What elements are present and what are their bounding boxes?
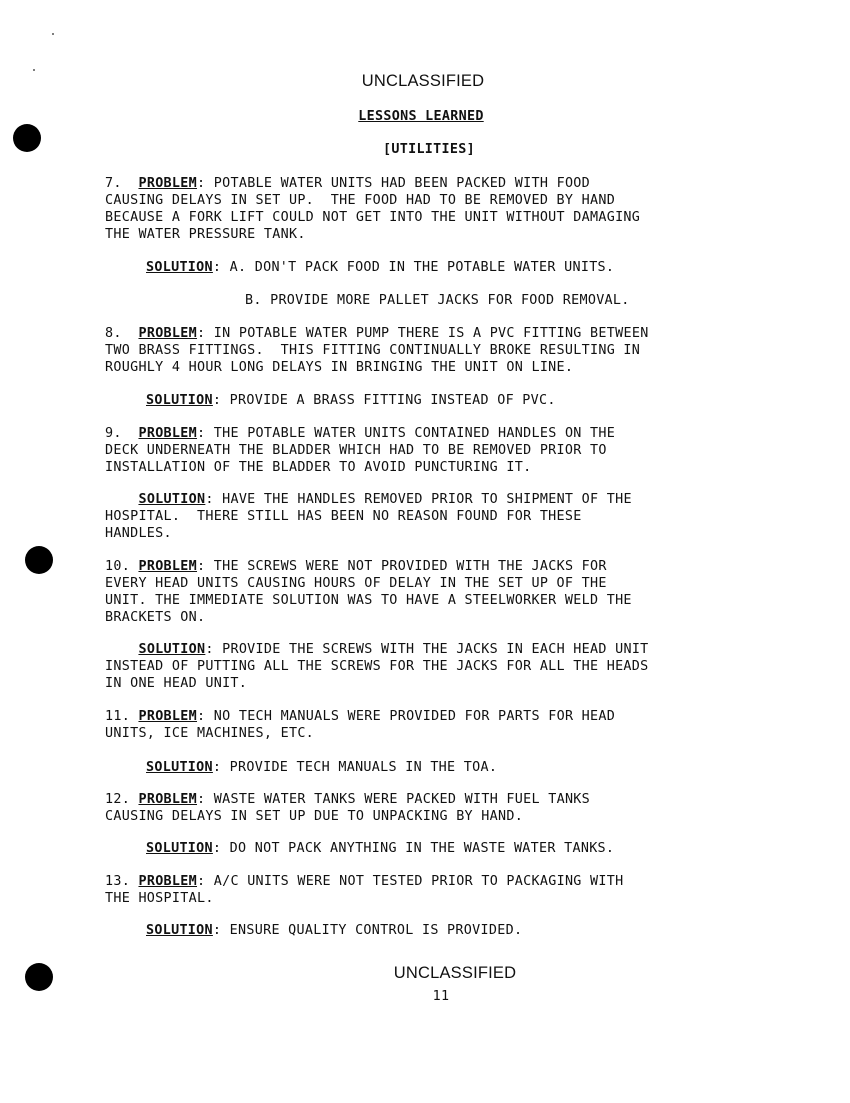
problem-text-line: THE POTABLE WATER UNITS CONTAINED HANDLES ON THE [213, 426, 616, 441]
item-number: 12. [105, 792, 131, 807]
solution-text-line: ENSURE QUALITY CONTROL IS PROVIDED. [229, 923, 523, 938]
solution-text-line: A. DON'T PACK FOOD IN THE POTABLE WATER UNITS. [229, 260, 615, 275]
solution-label: SOLUTION [146, 841, 213, 856]
problem-text-line: WASTE WATER TANKS WERE PACKED WITH FUEL TANKS [213, 792, 591, 807]
solution-item-10: SOLUTION: PROVIDE THE SCREWS WITH THE JACKS IN EACH HEAD UNIT INSTEAD OF PUTTING ALL THE SCREWS FOR THE JACKS FOR ALL THE HEADS IN ONE HEAD UNIT. [105, 642, 649, 691]
solution-label: SOLUTION [146, 923, 213, 938]
problem-text-line: THE WATER PRESSURE TANK. [105, 227, 306, 242]
solution-item-7-b [245, 292, 850, 309]
problem-text-line: IN POTABLE WATER PUMP THERE IS A PVC FITTING BETWEEN [213, 326, 649, 341]
problem-item-13: 13. PROBLEM: A/C UNITS WERE NOT TESTED PRIOR TO PACKAGING WITH THE HOSPITAL. [105, 874, 624, 906]
solution-item-13: SOLUTION: ENSURE QUALITY CONTROL IS PROVIDED. [146, 923, 523, 938]
solution-text-line: HOSPITAL. THERE STILL HAS BEEN NO REASON FOUND FOR THESE [105, 509, 582, 524]
problem-item-8: 8. PROBLEM: IN POTABLE WATER PUMP THERE IS A PVC FITTING BETWEEN TWO BRASS FITTINGS. THIS FITTING CONTINUALLY BROKE RESULTING IN ROUGHLY 4 HOUR LONG DELAYS IN BRINGING THE UNIT ON LINE. [105, 326, 649, 375]
punch-hole-middle [25, 546, 53, 574]
scan-speck [52, 33, 54, 35]
problem-item-11: 11. PROBLEM: NO TECH MANUALS WERE PROVIDED FOR PARTS FOR HEAD UNITS, ICE MACHINES, ETC. [105, 709, 616, 741]
scan-speck [33, 69, 35, 71]
item-number: 13. [105, 874, 131, 889]
problem-label: PROBLEM [138, 792, 198, 807]
problem-text-line: UNIT. THE IMMEDIATE SOLUTION WAS TO HAVE A STEELWORKER WELD THE [105, 593, 632, 608]
problem-text-line: POTABLE WATER UNITS HAD BEEN PACKED WITH FOOD [213, 176, 591, 191]
problem-text-line: EVERY HEAD UNITS CAUSING HOURS OF DELAY IN THE SET UP OF THE [105, 576, 607, 591]
page-subtitle: [UTILITIES] [383, 142, 475, 157]
item-number: 8. [105, 326, 122, 341]
solution-item-8: SOLUTION: PROVIDE A BRASS FITTING INSTEAD OF PVC. [146, 393, 556, 408]
problem-label: PROBLEM [138, 176, 198, 191]
item-number: 9. [105, 426, 122, 441]
solution-item-11: SOLUTION: PROVIDE TECH MANUALS IN THE TOA. [146, 760, 498, 775]
problem-text-line: TWO BRASS FITTINGS. THIS FITTING CONTINUALLY BROKE RESULTING IN [105, 343, 641, 358]
solution-text-line: PROVIDE A BRASS FITTING INSTEAD OF PVC. [229, 393, 556, 408]
problem-label: PROBLEM [138, 326, 198, 341]
solution-label: SOLUTION [146, 260, 213, 275]
solution-label: SOLUTION [146, 760, 213, 775]
problem-item-9: 9. PROBLEM: THE POTABLE WATER UNITS CONTAINED HANDLES ON THE DECK UNDERNEATH THE BLADDER WHICH HAD TO BE REMOVED PRIOR TO INSTALLATION OF THE BLADDER TO AVOID PUNCTURING IT. [105, 426, 616, 475]
problem-item-12: 12. PROBLEM: WASTE WATER TANKS WERE PACKED WITH FUEL TANKS CAUSING DELAYS IN SET UP DUE TO UNPACKING BY HAND. [105, 792, 591, 824]
solution-label: SOLUTION [138, 642, 206, 657]
problem-text-line: UNITS, ICE MACHINES, ETC. [105, 726, 315, 741]
problem-label: PROBLEM [138, 874, 198, 889]
solution-item-9: SOLUTION: HAVE THE HANDLES REMOVED PRIOR TO SHIPMENT OF THE HOSPITAL. THERE STILL HAS BEEN NO REASON FOUND FOR THESE HANDLES. [105, 492, 632, 541]
solution-text-line: IN ONE HEAD UNIT. [105, 676, 248, 691]
solution-text-line: B. PROVIDE MORE PALLET JACKS FOR FOOD REMOVAL. [245, 293, 630, 308]
problem-label: PROBLEM [138, 709, 198, 724]
item-number: 7. [105, 176, 122, 191]
solution-label: SOLUTION [138, 492, 206, 507]
item-number: 10. [105, 559, 131, 574]
problem-text-line: CAUSING DELAYS IN SET UP DUE TO UNPACKING BY HAND. [105, 809, 524, 824]
solution-text-line: DO NOT PACK ANYTHING IN THE WASTE WATER TANKS. [229, 841, 615, 856]
problem-text-line: NO TECH MANUALS WERE PROVIDED FOR PARTS FOR HEAD [213, 709, 616, 724]
problem-text-line: THE SCREWS WERE NOT PROVIDED WITH THE JACKS FOR [213, 559, 607, 574]
classification-bottom: UNCLASSIFIED [393, 964, 517, 982]
problem-label: PROBLEM [138, 426, 198, 441]
solution-label: SOLUTION [146, 393, 213, 408]
solution-text-line: PROVIDE THE SCREWS WITH THE JACKS IN EACH HEAD UNIT [222, 642, 649, 657]
problem-label: PROBLEM [138, 559, 198, 574]
problem-item-7: 7. PROBLEM: POTABLE WATER UNITS HAD BEEN PACKED WITH FOOD CAUSING DELAYS IN SET UP. THE FOOD HAD TO BE REMOVED BY HAND BECAUSE A FORK LIFT COULD NOT GET INTO THE UNIT WITHOUT DAMAGING THE WATER PRESSURE TANK. [105, 176, 641, 242]
problem-text-line: INSTALLATION OF THE BLADDER TO AVOID PUNCTURING IT. [105, 460, 532, 475]
page-title: LESSONS LEARNED [358, 109, 484, 124]
problem-text-line: THE HOSPITAL. [105, 891, 214, 906]
solution-text-line: INSTEAD OF PUTTING ALL THE SCREWS FOR THE JACKS FOR ALL THE HEADS [105, 659, 649, 674]
solution-text-line: HANDLES. [105, 526, 172, 541]
classification-top: UNCLASSIFIED [361, 72, 485, 90]
problem-text-line: BRACKETS ON. [105, 610, 206, 625]
problem-text-line: A/C UNITS WERE NOT TESTED PRIOR TO PACKAGING WITH [213, 874, 624, 889]
item-number: 11. [105, 709, 131, 724]
solution-text-line: HAVE THE HANDLES REMOVED PRIOR TO SHIPMENT OF THE [222, 492, 632, 507]
problem-text-line: DECK UNDERNEATH THE BLADDER WHICH HAD TO BE REMOVED PRIOR TO [105, 443, 607, 458]
problem-item-10: 10. PROBLEM: THE SCREWS WERE NOT PROVIDED WITH THE JACKS FOR EVERY HEAD UNITS CAUSING HOURS OF DELAY IN THE SET UP OF THE UNIT. THE IMMEDIATE SOLUTION WAS TO HAVE A STEELWORKER WELD THE BRACKETS ON. [105, 559, 632, 625]
problem-text-line: CAUSING DELAYS IN SET UP. THE FOOD HAD TO BE REMOVED BY HAND [105, 193, 616, 208]
solution-text-line: PROVIDE TECH MANUALS IN THE TOA. [229, 760, 498, 775]
solution-item-12: SOLUTION: DO NOT PACK ANYTHING IN THE WASTE WATER TANKS. [146, 841, 615, 856]
page-number: 11 [432, 989, 450, 1004]
problem-text-line: ROUGHLY 4 HOUR LONG DELAYS IN BRINGING THE UNIT ON LINE. [105, 360, 574, 375]
problem-text-line: BECAUSE A FORK LIFT COULD NOT GET INTO THE UNIT WITHOUT DAMAGING [105, 210, 641, 225]
solution-item-7: SOLUTION: A. DON'T PACK FOOD IN THE POTABLE WATER UNITS. [146, 260, 615, 275]
